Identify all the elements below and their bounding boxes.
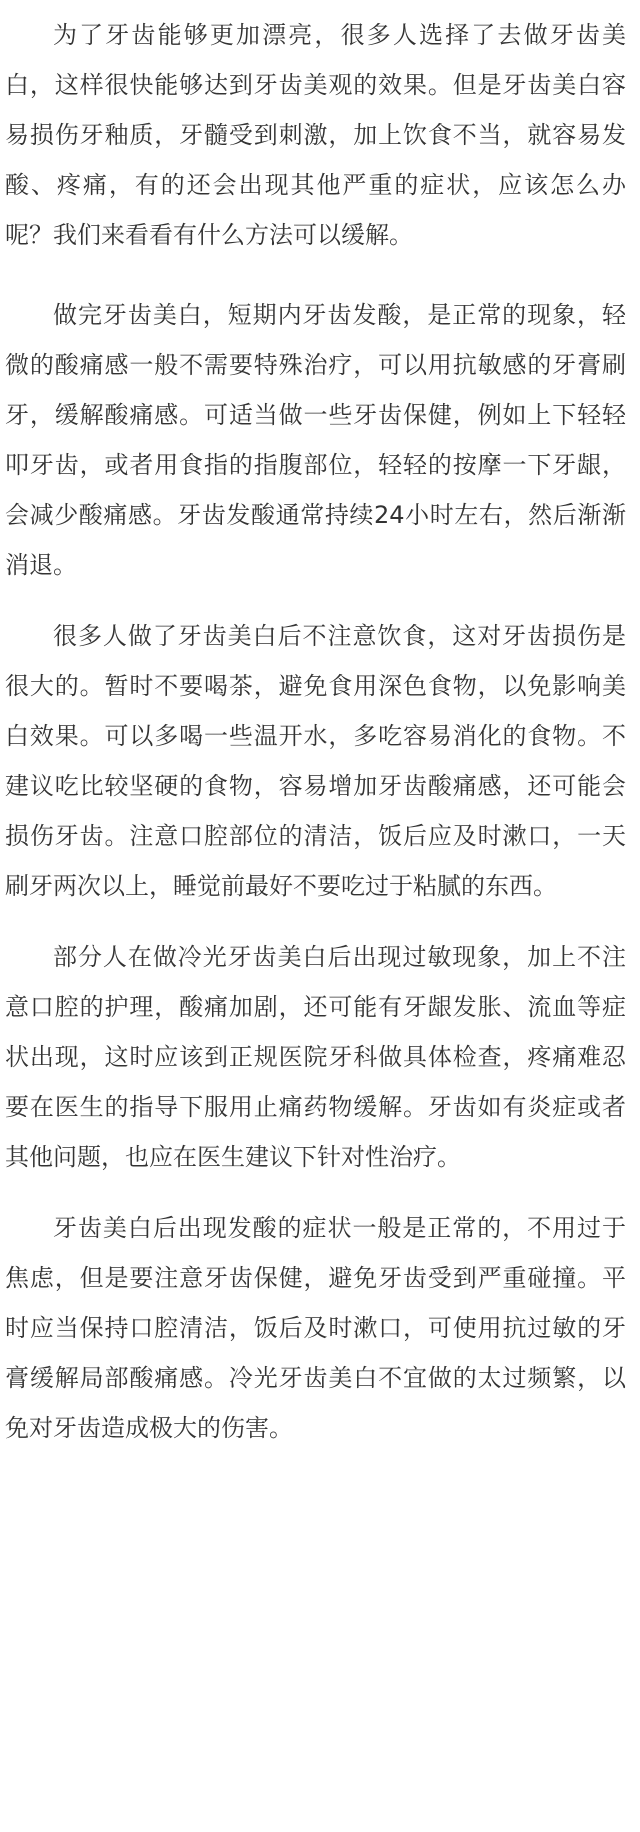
paragraph-allergy-medical: 部分人在做冷光牙齿美白后出现过敏现象，加上不注意口腔的护理，酸痛加剧，还可能有牙龈发胀、流血等症状出现，这时应该到正规医院牙科做具体检查，疼痛难忍要在医生的指导下服用止痛药物缓解。牙齿如有炎症或者其他问题，也应在医生建议下针对性治疗。 <box>5 943 626 1171</box>
paragraph-diet-care: 很多人做了牙齿美白后不注意饮食，这对牙齿损伤是很大的。暂时不要喝茶，避免食用深色食物，以免影响美白效果。可以多喝一些温开水，多吃容易消化的食物。不建议吃比较坚硬的食物，容易增加牙齿酸痛感，还可能会损伤牙齿。注意口腔部位的清洁，饭后应及时漱口，一天刷牙两次以上，睡觉前最好不要吃过于粘腻的东西。 <box>5 622 626 900</box>
paragraph-summary: 牙齿美白后出现发酸的症状一般是正常的，不用过于焦虑，但是要注意牙齿保健，避免牙齿受到严重碰撞。平时应当保持口腔清洁，饭后及时漱口，可使用抗过敏的牙膏缓解局部酸痛感。冷光牙齿美白不宜做的太过频繁，以免对牙齿造成极大的伤害。 <box>5 1214 626 1442</box>
paragraph-short-term-sensitivity: 做完牙齿美白，短期内牙齿发酸，是正常的现象，轻微的酸痛感一般不需要特殊治疗，可以用抗敏感的牙膏刷牙，缓解酸痛感。可适当做一些牙齿保健，例如上下轻轻叩牙齿，或者用食指的指腹部位，轻轻的按摩一下牙龈，会减少酸痛感。牙齿发酸通常持续24小时左右，然后渐渐消退。 <box>5 301 626 579</box>
paragraph-intro: 为了牙齿能够更加漂亮，很多人选择了去做牙齿美白，这样很快能够达到牙齿美观的效果。但是牙齿美白容易损伤牙釉质，牙髓受到刺激，加上饮食不当，就容易发酸、疼痛，有的还会出现其他严重的症状，应该怎么办呢？我们来看看有什么方法可以缓解。 <box>5 21 626 249</box>
